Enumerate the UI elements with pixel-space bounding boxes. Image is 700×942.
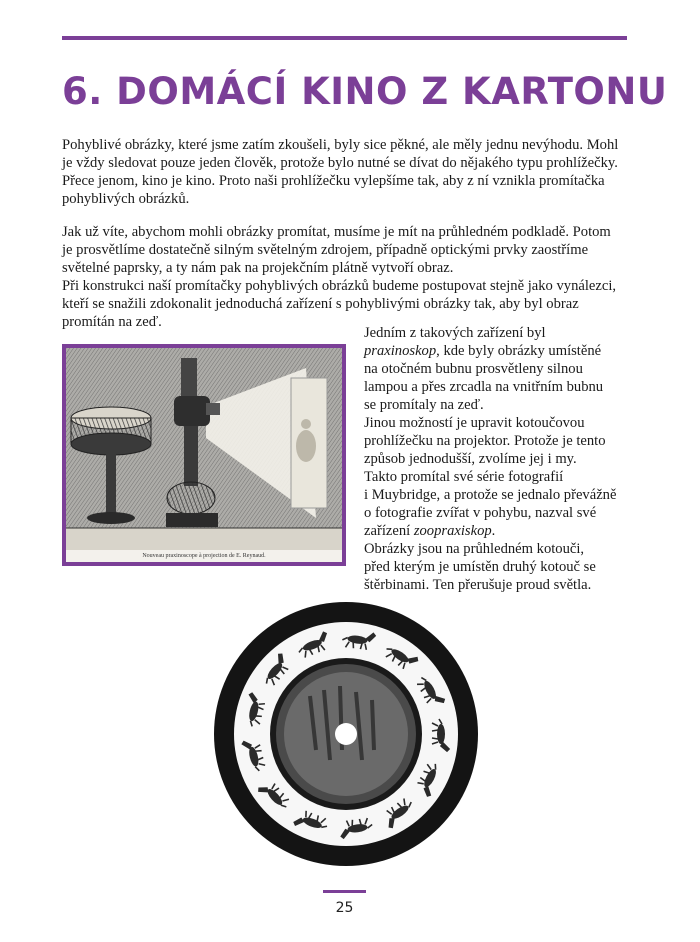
text-line: i Muybridge, a protože se jednalo převážně [364,487,617,503]
text-line [364,342,634,360]
text-fragment: , kde byly obrázky umístěné [436,343,602,359]
text-fragment: . [491,523,496,539]
figure-caption: Nouveau praxinoscope à projection de E. Reynaud. [142,553,266,559]
text-line: je vždy sledovat pouze jeden člověk, protože bylo nutné se dívat do nějakého typu prohlížečky. [62,155,618,171]
zoopraxiscope-disc [212,600,480,868]
side-paragraph [364,324,634,594]
text-line: se promítaly na zeď. [364,397,484,413]
text-line: Jak už víte, abychom mohli obrázky promítat, musíme je mít na průhledném podkladě. Potom [62,224,611,240]
bottom-rule [323,890,366,893]
text-line: Jedním z takových zařízení byl [364,325,546,341]
text-line: před kterým je umístěn druhý kotouč se [364,559,596,575]
text-line: je prosvětlíme dostatečně silným světelným zdrojem, případně optickými prvky zaostříme [62,242,589,258]
zoopraxiskop-term: zoopraxiskop [413,523,492,539]
zoopraxiscope-disc-image [212,600,480,868]
text-line: Pohyblivé obrázky, které jsme zatím zkoušeli, byly sice pěkné, ale měly jednu nevýhodu. Mohl [62,137,619,153]
text-line: prohlížečku na projektor. Protože je tento [364,433,606,449]
intro-paragraph [62,136,632,208]
text-line: pohyblivých obrázků. [62,191,190,207]
text-line: způsob jednodušší, zvolíme jej i my. [364,451,577,467]
praxinoscope-engraving [66,348,342,562]
text-line: kteří se snažili zdokonalit jednoduchá zařízení s pohyblivými obrázky tak, aby byl obraz [62,296,579,312]
page-number: 25 [335,900,354,916]
text-line: Jinou možností je upravit kotoučovou [364,415,585,431]
text-line: Takto promítal své série fotografií [364,469,564,485]
page-title: 6. DOMÁCÍ KINO Z KARTONU [62,70,668,113]
text-fragment: zařízení [364,523,414,539]
text-line: Přece jenom, kino je kino. Proto naši prohlížečku vylepšíme tak, aby z ní vznikla promítačka [62,173,605,189]
top-rule [62,36,627,40]
text-line: štěrbinami. Ten přerušuje proud světla. [364,577,592,593]
text-line: Obrázky jsou na průhledném kotouči, [364,541,585,557]
praxinoskop-term: praxinoskop [364,343,437,359]
text-line: Při konstrukci naší promítačky pohyblivých obrázků budeme postupovat stejně jako vynálezci, [62,278,617,294]
text-line [364,522,634,540]
projection-paragraph [62,223,632,331]
text-line: na otočném bubnu prosvětleny silnou [364,361,583,377]
text-line: promítán na zeď. [62,314,162,330]
text-line: o fotografie zvířat v pohybu, nazval své [364,505,597,521]
text-line: lampou a přes zrcadla na vnitřním bubnu [364,379,604,395]
text-line: světelné paprsky, a ty nám pak na projekčním plátně vytvoří obraz. [62,260,454,276]
praxinoscope-illustration [62,344,346,566]
